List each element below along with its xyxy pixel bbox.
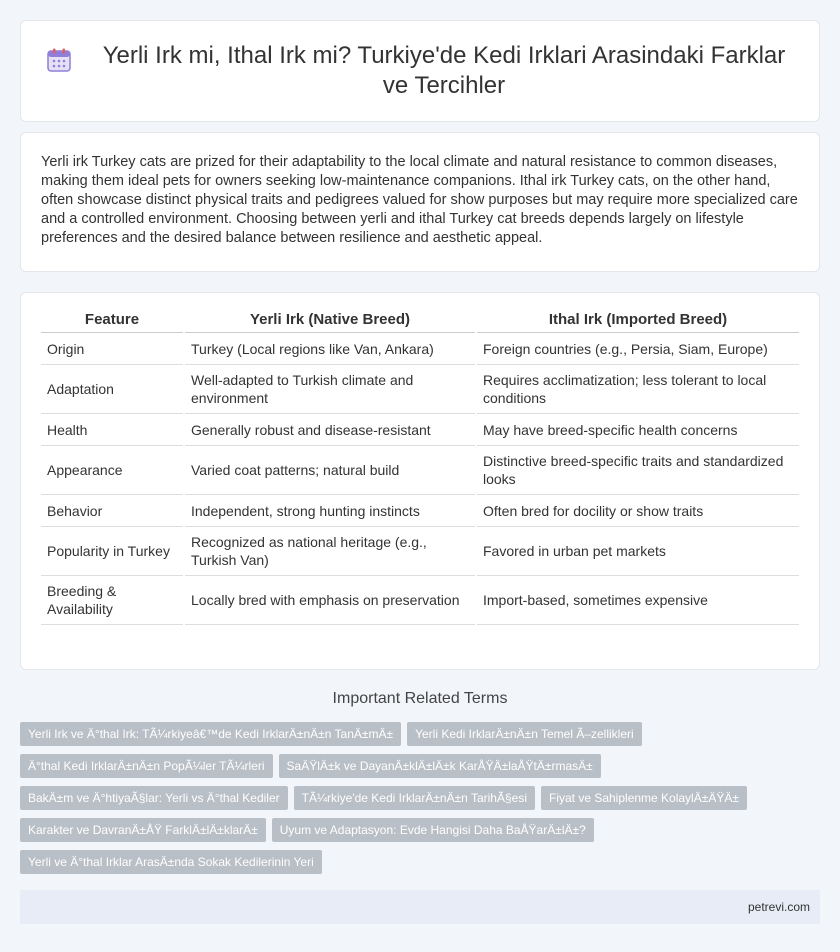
cell-imported: Import-based, sometimes expensive	[476, 576, 799, 625]
cell-feature: Breeding & Availability	[41, 576, 184, 625]
intro-text: Yerli irk Turkey cats are prized for their adaptability to the local climate and natural resistance to common diseases, making them ideal pets for owners seeking low-maintenance companions. Ithal irk Turkey cats, on the other hand, often showcase distinct physical traits and pedigrees valued for show purposes but may require more specialized care and a controlled environment. Choosing between yerli and ithal Turkey cat breeds depends largely on lifestyle preferences and the desired balance between resilience and aesthetic appeal.	[41, 154, 798, 246]
table-row	[41, 576, 799, 625]
cell-native: Generally robust and disease-resistant	[184, 414, 476, 446]
related-tag[interactable]: BakÄ±m ve Ä°htiyaÃ§lar: Yerli vs Ä°thal Kediler	[20, 786, 288, 810]
page-title: Yerli Irk mi, Ithal Irk mi? Turkiye'de Kedi Irklari Arasindaki Farklar ve Tercihler	[102, 42, 786, 99]
comparison-table	[41, 307, 799, 625]
table-row	[41, 365, 799, 414]
cell-imported: Requires acclimatization; less tolerant to local conditions	[476, 365, 799, 414]
table-row	[41, 446, 799, 495]
cell-feature: Popularity in Turkey	[41, 527, 184, 576]
table-row	[41, 495, 799, 527]
table-row	[41, 414, 799, 446]
cell-native: Recognized as national heritage (e.g., Turkish Van)	[184, 527, 476, 576]
related-tag[interactable]: Yerli ve Ä°thal Irklar ArasÄ±nda Sokak Kedilerinin Yeri	[20, 850, 322, 874]
header-imported: Ithal Irk (Imported Breed)	[476, 307, 799, 333]
cell-native: Well-adapted to Turkish climate and environment	[184, 365, 476, 414]
cell-feature: Behavior	[41, 495, 184, 527]
related-tag[interactable]: Yerli Kedi IrklarÄ±nÄ±n Temel Ã–zellikleri	[407, 722, 642, 746]
footer-site-link[interactable]: petrevi.com	[747, 900, 810, 914]
cell-imported: May have breed-specific health concerns	[476, 414, 799, 446]
cell-native: Varied coat patterns; natural build	[184, 446, 476, 495]
cell-imported: Foreign countries (e.g., Persia, Siam, Europe)	[476, 333, 799, 365]
header-feature: Feature	[41, 307, 184, 333]
footer	[20, 890, 820, 924]
calendar-icon	[46, 47, 72, 73]
cell-imported: Distinctive breed-specific traits and standardized looks	[476, 446, 799, 495]
related-tag[interactable]: TÃ¼rkiye'de Kedi IrklarÄ±nÄ±n TarihÃ§esi	[294, 786, 535, 810]
cell-native: Locally bred with emphasis on preservation	[184, 576, 476, 625]
cell-native: Independent, strong hunting instincts	[184, 495, 476, 527]
cell-feature: Appearance	[41, 446, 184, 495]
related-tag[interactable]: Uyum ve Adaptasyon: Evde Hangisi Daha BaÅŸarÄ±lÄ±?	[272, 818, 594, 842]
related-terms-title: Important Related Terms	[332, 690, 508, 707]
header-native: Yerli Irk (Native Breed)	[184, 307, 476, 333]
table-header-row	[41, 307, 799, 333]
cell-imported: Favored in urban pet markets	[476, 527, 799, 576]
table-row	[41, 333, 799, 365]
related-tag[interactable]: Fiyat ve Sahiplenme KolaylÄ±ÄŸÄ±	[541, 786, 747, 810]
cell-imported: Often bred for docility or show traits	[476, 495, 799, 527]
intro-card	[20, 132, 820, 272]
cell-native: Turkey (Local regions like Van, Ankara)	[184, 333, 476, 365]
related-tag[interactable]: Yerli Irk ve Ä°thal Irk: TÃ¼rkiyeâ€™de Kedi IrklarÄ±nÄ±n TanÄ±mÄ±	[20, 722, 401, 746]
header-card	[20, 20, 820, 122]
table-row	[41, 527, 799, 576]
cell-feature: Origin	[41, 333, 184, 365]
related-tag[interactable]: Ä°thal Kedi IrklarÄ±nÄ±n PopÃ¼ler TÃ¼rleri	[20, 754, 273, 778]
related-tags	[20, 722, 820, 874]
cell-feature: Adaptation	[41, 365, 184, 414]
related-tag[interactable]: Karakter ve DavranÄ±ÅŸ FarklÄ±lÄ±klarÄ±	[20, 818, 266, 842]
comparison-card	[20, 292, 820, 670]
cell-feature: Health	[41, 414, 184, 446]
related-tag[interactable]: SaÄŸlÄ±k ve DayanÄ±klÄ±lÄ±k KarÅŸÄ±laÅŸtÄ±rmasÄ±	[279, 754, 601, 778]
